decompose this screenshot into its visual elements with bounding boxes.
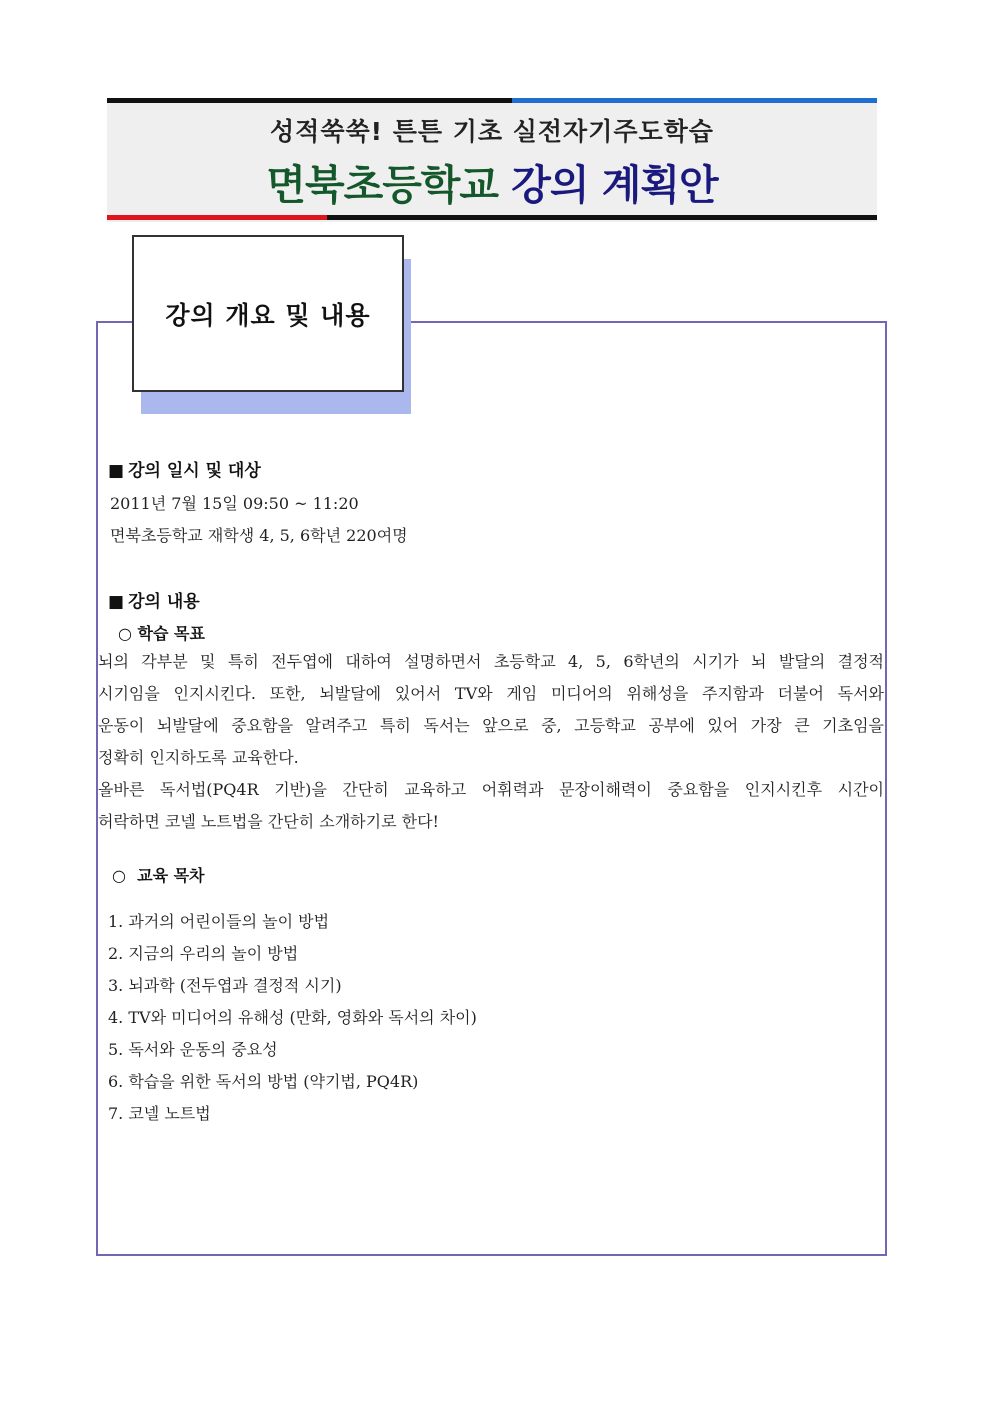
- toc-heading: [112, 863, 205, 886]
- header-subtitle: 성적쑥쑥! 튼튼 기초 실전자기주도학습: [270, 117, 714, 146]
- toc-heading-text: 교육 목차: [137, 866, 205, 885]
- square-bullet-icon: ■: [108, 592, 125, 612]
- toc-item: 3. 뇌과학 (전두엽과 결정적 시기): [108, 976, 342, 995]
- goal-heading-text: 학습 목표: [137, 624, 205, 643]
- goal-line: 뇌의 각부분 및 특히 전두엽에 대하여 설명하면서 초등학교 4, 5, 6학년의 시기가 뇌 발달의 결정적: [98, 652, 884, 671]
- circle-bullet-icon: ○: [112, 866, 126, 885]
- square-bullet-icon: ■: [108, 461, 125, 481]
- page-title: [107, 152, 877, 211]
- toc-item: 7. 코넬 노트법: [108, 1104, 211, 1123]
- section-heading-schedule: [108, 456, 261, 481]
- section-tab-title: 강의 개요 및 내용: [132, 235, 404, 392]
- schedule-target: 면북초등학교 재학생 4, 5, 6학년 220여명: [110, 526, 408, 545]
- toc-item: 2. 지금의 우리의 놀이 방법: [108, 944, 299, 963]
- header-top-bar-blue: [512, 98, 877, 103]
- toc-list: [108, 906, 477, 1130]
- section-heading-text: 강의 내용: [128, 592, 200, 612]
- goal-line: 정확히 인지하도록 교육한다.: [98, 748, 299, 767]
- title-plan: 강의 계획안: [511, 161, 718, 209]
- toc-item: 6. 학습을 위한 독서의 방법 (약기법, PQ4R): [108, 1072, 419, 1091]
- section-heading-text: 강의 일시 및 대상: [128, 461, 261, 481]
- toc-item: 1. 과거의 어린이들의 놀이 방법: [108, 912, 330, 931]
- toc-item: 4. TV와 미디어의 유해성 (만화, 영화와 독서의 차이): [108, 1008, 477, 1027]
- schedule-date: 2011년 7월 15일 09:50 ~ 11:20: [110, 494, 359, 513]
- goal-paragraph: [98, 646, 884, 838]
- goal-line: 허락하면 코넬 노트법을 간단히 소개하기로 한다!: [98, 812, 439, 831]
- header-bottom-bar-red: [107, 215, 327, 220]
- goal-line: 시기임을 인지시킨다. 또한, 뇌발달에 있어서 TV와 게임 미디어의 위해성을 주지함과 더불어 독서와: [98, 684, 884, 703]
- goal-heading: [118, 621, 205, 644]
- goal-line: 운동이 뇌발달에 중요함을 알려주고 특히 독서는 앞으로 중, 고등학교 공부에 있어 가장 큰 기초임을: [98, 716, 884, 735]
- toc-item: 5. 독서와 운동의 중요성: [108, 1040, 278, 1059]
- title-school-name: 면북초등학교: [266, 161, 499, 209]
- header-bottom-bar-black: [327, 215, 877, 220]
- section-heading-content: [108, 587, 200, 612]
- goal-line: 올바른 독서법(PQ4R 기반)을 간단히 교육하고 어휘력과 문장이해력이 중요함을 인지시킨후 시간이: [98, 780, 884, 799]
- circle-bullet-icon: ○: [118, 624, 132, 643]
- header-top-bar-black: [107, 98, 512, 103]
